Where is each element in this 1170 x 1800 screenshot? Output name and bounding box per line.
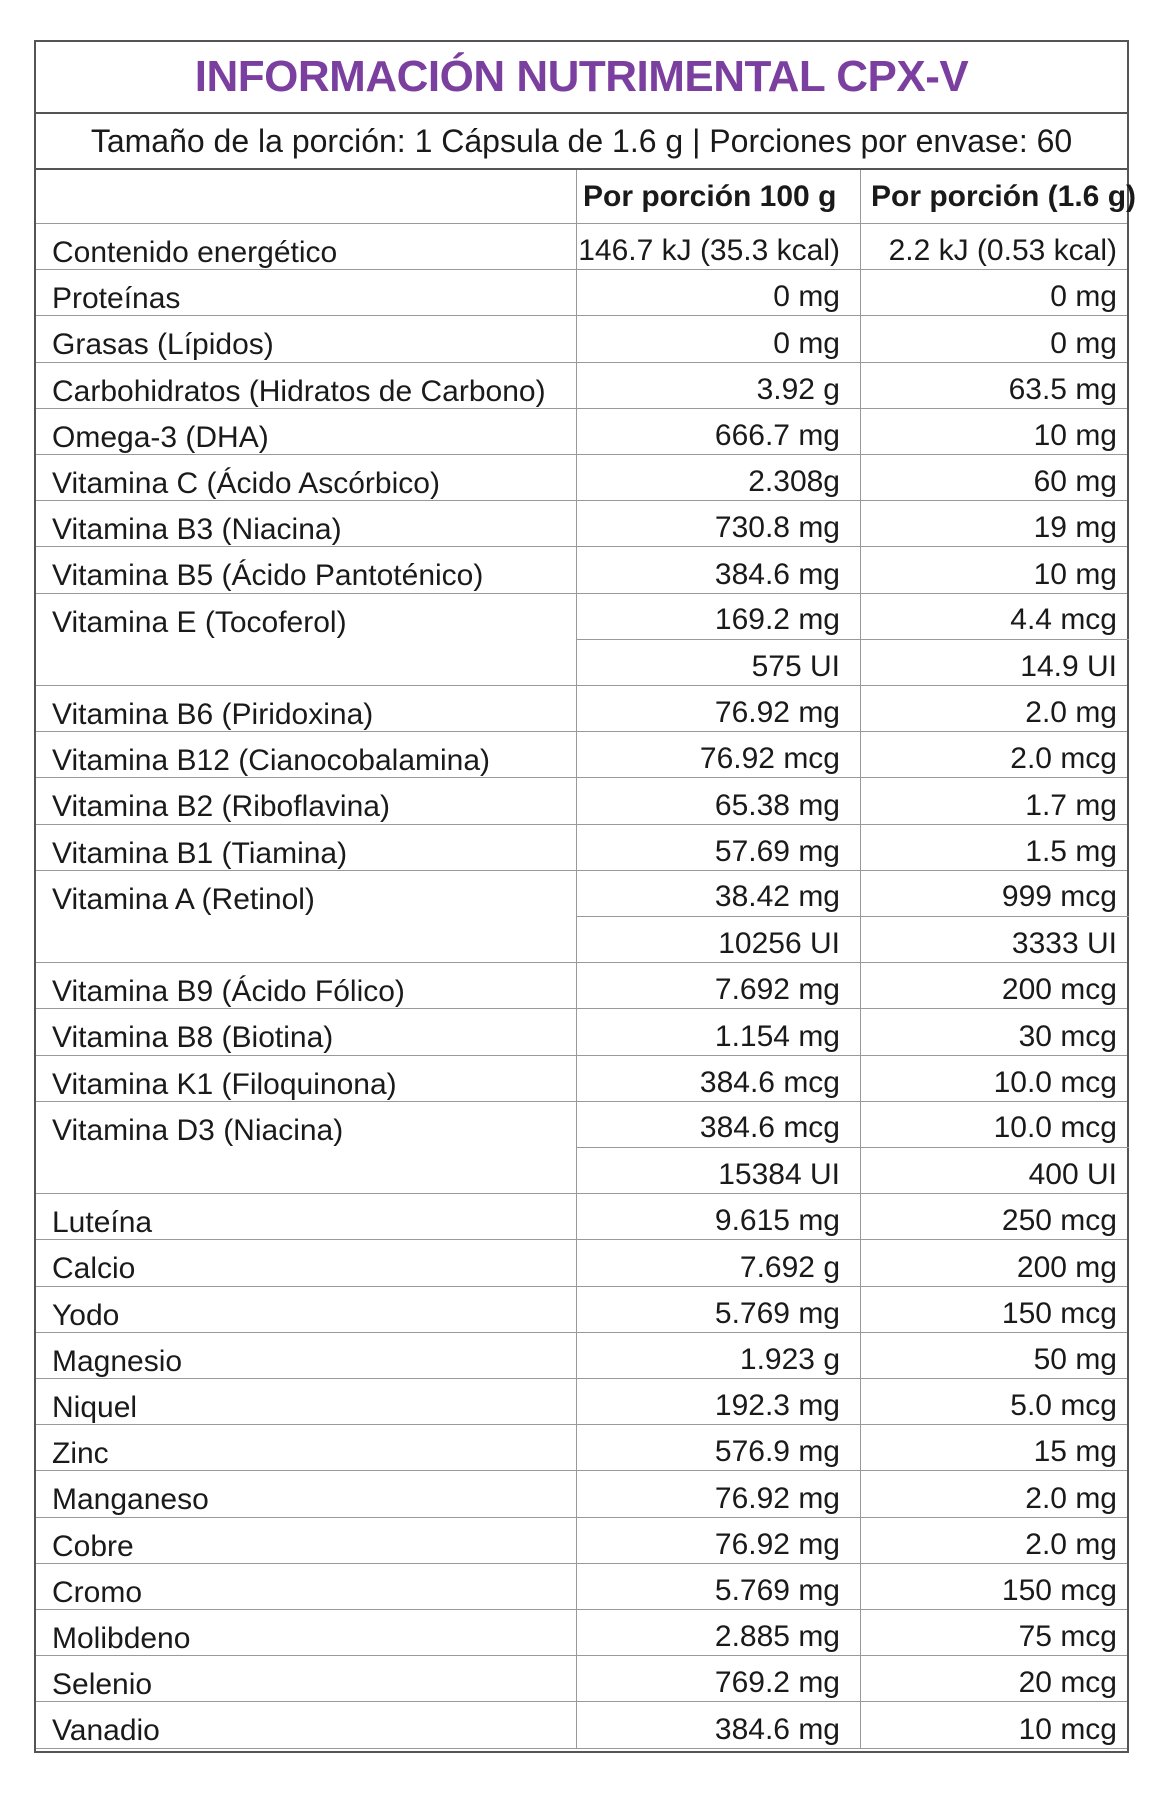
value-per-serving: 10.0 mcg [861,1102,1129,1148]
value-per-100g: 576.9 mg [714,1435,840,1469]
value-per-100g-cell [576,1194,860,1239]
nutrient-name: Vitamina B1 (Tiamina) [52,836,348,870]
nutrient-name-cell [36,871,576,962]
nutrient-name: Vitamina B9 (Ácido Fólico) [52,975,405,1009]
table-row [36,1056,1127,1102]
value-per-serving-cell [860,1564,1129,1609]
nutrient-name: Carbohidratos (Hidratos de Carbono) [52,374,546,408]
value-per-100g-cell [576,316,860,361]
nutrient-name: Molibdeno [52,1622,191,1655]
table-row [36,316,1127,362]
value-per-100g-cell [576,1379,860,1424]
table-row [36,871,1127,963]
value-per-100g: 192.3 mg [714,1389,840,1423]
value-per-100g: 5.769 mg [714,1296,840,1330]
nutrient-name-cell [36,1471,576,1516]
table-header-row [36,170,1137,224]
nutrient-name-cell [36,732,576,777]
value-per-serving: 30 mcg [1018,1019,1117,1053]
value-per-100g: 57.69 mg [714,834,840,868]
value-per-serving-cell [860,594,1129,685]
nutrient-name-cell [36,825,576,870]
table-row [36,594,1127,686]
table-row [36,1471,1127,1517]
value-per-serving-cell [860,224,1129,269]
table-row [36,825,1127,871]
nutrient-name-cell [36,1610,576,1655]
table-row [36,1240,1127,1286]
value-per-100g-cell [576,1518,860,1563]
table-row [36,1102,1127,1194]
value-per-100g-cell [576,1610,860,1655]
nutrient-name-cell [36,1240,576,1285]
value-per-serving-cell [860,1102,1129,1193]
table-row [36,270,1127,316]
table-row [36,455,1127,501]
value-per-serving: 2.0 mg [1025,1481,1117,1515]
nutrient-name: Magnesio [52,1344,183,1378]
value-per-serving-cell [860,778,1129,823]
value-per-100g: 666.7 mg [714,418,840,452]
nutrient-name-cell [36,547,576,592]
nutrient-name: Vitamina D3 (Niacina) [52,1113,344,1147]
nutrient-name-cell [36,1056,576,1101]
nutrient-name: Vitamina A (Retinol) [52,882,315,916]
value-per-100g: 730.8 mg [714,511,840,545]
value-per-100g-cell [576,501,860,546]
nutrient-name: Cobre [52,1529,134,1563]
value-per-serving-cell [860,1610,1129,1655]
nutrient-name: Calcio [52,1252,136,1286]
value-per-serving-cell [860,409,1129,454]
value-per-serving-cell [860,1056,1129,1101]
value-per-100g-cell [576,1656,860,1701]
value-per-serving: 5.0 mcg [1010,1389,1117,1423]
value-per-serving-cell [860,686,1129,731]
table-row [36,547,1127,593]
value-per-serving-cell [860,963,1129,1008]
table-row [36,1702,1127,1748]
table-row [36,1287,1127,1333]
nutrient-name-cell [36,316,576,361]
value-per-serving: 0 mg [1050,326,1117,360]
value-per-serving: 10 mcg [1018,1712,1117,1746]
value-per-serving: 400 UI [1028,1158,1117,1192]
serving-size-line: Tamaño de la porción: 1 Cápsula de 1.6 g | Porciones por envase: 60 [36,114,1127,170]
nutrient-name: Vitamina E (Tocoferol) [52,605,347,639]
table-row [36,1379,1127,1425]
nutrient-name: Selenio [52,1668,153,1702]
nutrient-name-cell [36,1702,576,1747]
nutrient-name: Cromo [52,1575,143,1609]
value-per-serving: 999 mcg [861,871,1129,917]
value-per-serving: 150 mcg [1001,1296,1117,1330]
value-per-100g-cell [576,1056,860,1101]
value-per-serving: 0 mg [1050,280,1117,314]
value-per-100g: 3.92 g [756,372,840,406]
value-per-serving-cell [860,1240,1129,1285]
header-per-serving: Por porción (1.6 g) [860,170,1129,223]
value-per-serving: 1.7 mg [1025,788,1117,822]
value-per-serving: 250 mcg [1001,1204,1117,1238]
table-row [36,1656,1127,1702]
nutrient-name-cell [36,363,576,408]
value-per-serving: 150 mcg [1001,1573,1117,1607]
value-per-100g: 76.92 mg [714,1527,840,1561]
table-row [36,224,1127,270]
value-per-serving: 10.0 mcg [993,1065,1117,1099]
value-per-serving-cell [860,1471,1129,1516]
nutrient-name: Manganeso [52,1483,209,1517]
nutrient-name-cell [36,594,576,685]
value-per-100g: 76.92 mg [714,696,840,730]
value-per-serving-cell [860,363,1129,408]
value-per-100g: 0 mg [773,280,840,314]
value-per-serving: 60 mg [1033,465,1117,499]
nutrient-name: Luteína [52,1206,153,1240]
table-row [36,1009,1127,1055]
value-per-100g-cell [576,547,860,592]
value-per-serving-cell [860,871,1129,962]
value-per-100g-cell [576,1333,860,1378]
nutrient-name: Vitamina K1 (Filoquinona) [52,1067,397,1101]
value-per-serving: 10 mg [1033,557,1117,591]
value-per-100g-cell [576,1240,860,1285]
value-per-100g-cell [576,1471,860,1516]
value-per-serving-cell [860,1656,1129,1701]
value-per-100g: 2.308g [748,465,840,499]
value-per-serving: 75 mcg [1018,1620,1117,1654]
value-per-100g: 1.923 g [739,1342,840,1376]
value-per-serving-cell [860,547,1129,592]
nutrient-name-cell [36,1425,576,1470]
table-row [36,1425,1127,1471]
value-per-serving-cell [860,732,1129,777]
nutrient-name: Proteínas [52,282,181,316]
nutrient-name-cell [36,963,576,1008]
nutrient-name-cell [36,455,576,500]
value-per-100g: 169.2 mg [577,594,860,640]
value-per-100g: 146.7 kJ (35.3 kcal) [578,234,840,268]
nutrient-name-cell [36,1333,576,1378]
value-per-serving: 20 mcg [1018,1666,1117,1700]
value-per-100g: 384.6 mcg [699,1065,840,1099]
value-per-100g-cell [576,963,860,1008]
value-per-serving-cell [860,1194,1129,1239]
value-per-100g: 384.6 mcg [577,1102,860,1148]
panel-title: INFORMACIÓN NUTRIMENTAL CPX-V [36,42,1127,114]
value-per-100g: 1.154 mg [714,1019,840,1053]
value-per-serving-cell [860,1009,1129,1054]
value-per-serving: 14.9 UI [1020,649,1117,683]
value-per-serving-cell [860,1287,1129,1332]
value-per-100g-cell [576,270,860,315]
nutrient-name: Vitamina B5 (Ácido Pantoténico) [52,559,484,593]
value-per-100g: 9.615 mg [714,1204,840,1238]
value-per-100g-cell [576,1102,860,1193]
value-per-100g: 384.6 mg [714,1712,840,1746]
value-per-serving: 4.4 mcg [861,594,1129,640]
header-nutrient [36,170,576,223]
table-row [36,363,1127,409]
nutrient-name: Yodo [52,1298,120,1332]
value-per-100g-cell [576,224,860,269]
value-per-100g: 10256 UI [718,927,840,961]
table-row [36,778,1127,824]
value-per-100g: 7.692 mg [714,973,840,1007]
table-row [36,963,1127,1009]
value-per-100g: 15384 UI [718,1158,840,1192]
value-per-100g-cell [576,732,860,777]
value-per-serving: 19 mg [1033,511,1117,545]
value-per-serving-cell [860,316,1129,361]
value-per-serving: 15 mg [1033,1435,1117,1469]
value-per-100g: 575 UI [751,649,840,683]
value-per-serving-cell [860,1379,1129,1424]
value-per-serving-cell [860,1518,1129,1563]
nutrient-name: Omega-3 (DHA) [52,420,269,454]
value-per-serving: 2.2 kJ (0.53 kcal) [888,234,1117,268]
nutrient-name-cell [36,686,576,731]
value-per-serving-cell [860,455,1129,500]
value-per-100g-cell [576,686,860,731]
nutrient-name-cell [36,1287,576,1332]
value-per-100g: 384.6 mg [714,557,840,591]
value-per-100g-cell [576,1702,860,1747]
nutrient-name-cell [36,270,576,315]
nutrient-name-cell [36,778,576,823]
nutrient-name: Niquel [52,1391,138,1424]
table-row [36,1564,1127,1610]
table-row [36,1518,1127,1564]
value-per-serving-cell [860,270,1129,315]
value-per-100g-cell [576,1009,860,1054]
value-per-100g-cell [576,409,860,454]
nutrient-name: Vitamina C (Ácido Ascórbico) [52,467,440,500]
value-per-serving: 2.0 mcg [1010,742,1117,776]
value-per-100g: 7.692 g [739,1250,840,1284]
table-row [36,686,1127,732]
table-row [36,1333,1127,1379]
nutrient-name-cell [36,224,576,269]
value-per-serving-cell [860,1333,1129,1378]
value-per-serving: 200 mcg [1001,973,1117,1007]
value-per-serving: 3333 UI [1011,927,1117,961]
nutrient-name-cell [36,1564,576,1609]
table-row [36,732,1127,778]
table-row [36,1610,1127,1656]
nutrient-name: Zinc [52,1437,109,1471]
value-per-100g: 76.92 mg [714,1481,840,1515]
value-per-100g: 2.885 mg [714,1620,840,1654]
nutrient-name: Vitamina B2 (Riboflavina) [52,790,390,824]
value-per-serving-cell [860,825,1129,870]
nutrient-name-cell [36,1518,576,1563]
table-row [36,409,1127,455]
value-per-100g-cell [576,825,860,870]
nutrient-name-cell [36,1009,576,1054]
value-per-100g-cell [576,871,860,962]
header-per-100g: Por porción 100 g [576,170,860,223]
nutrient-name: Vitamina B6 (Piridoxina) [52,698,374,731]
value-per-serving: 2.0 mg [1025,696,1117,730]
value-per-100g-cell [576,1564,860,1609]
nutrient-name-cell [36,1379,576,1424]
value-per-serving: 50 mg [1033,1342,1117,1376]
value-per-100g: 38.42 mg [577,871,860,917]
nutrient-name-cell [36,1194,576,1239]
nutrient-name-cell [36,501,576,546]
value-per-serving-cell [860,1425,1129,1470]
value-per-serving: 10 mg [1033,418,1117,452]
value-per-100g-cell [576,1287,860,1332]
table-row [36,1194,1127,1240]
nutrient-name-cell [36,1102,576,1193]
nutrient-name: Vitamina B12 (Cianocobalamina) [52,744,491,778]
value-per-100g: 0 mg [773,326,840,360]
value-per-100g-cell [576,1425,860,1470]
nutrient-name: Vitamina B3 (Niacina) [52,513,342,547]
nutrient-name: Grasas (Lípidos) [52,328,274,362]
value-per-100g-cell [576,363,860,408]
nutrient-name: Contenido energético [52,236,338,269]
value-per-serving-cell [860,501,1129,546]
value-per-100g-cell [576,455,860,500]
value-per-100g: 769.2 mg [714,1666,840,1700]
nutrition-facts-panel [34,40,1137,1753]
nutrient-name-cell [36,1656,576,1701]
value-per-serving: 63.5 mg [1008,372,1117,406]
table-row [36,501,1127,547]
value-per-serving-cell [860,1702,1129,1747]
value-per-100g-cell [576,778,860,823]
nutrient-name-cell [36,409,576,454]
value-per-serving: 1.5 mg [1025,834,1117,868]
nutrient-name: Vanadio [52,1714,160,1748]
value-per-100g-cell [576,594,860,685]
value-per-serving: 2.0 mg [1025,1527,1117,1561]
value-per-100g: 5.769 mg [714,1573,840,1607]
nutrient-name: Vitamina B8 (Biotina) [52,1021,334,1055]
value-per-100g: 76.92 mcg [699,742,840,776]
value-per-100g: 65.38 mg [714,788,840,822]
value-per-serving: 200 mg [1016,1250,1117,1284]
